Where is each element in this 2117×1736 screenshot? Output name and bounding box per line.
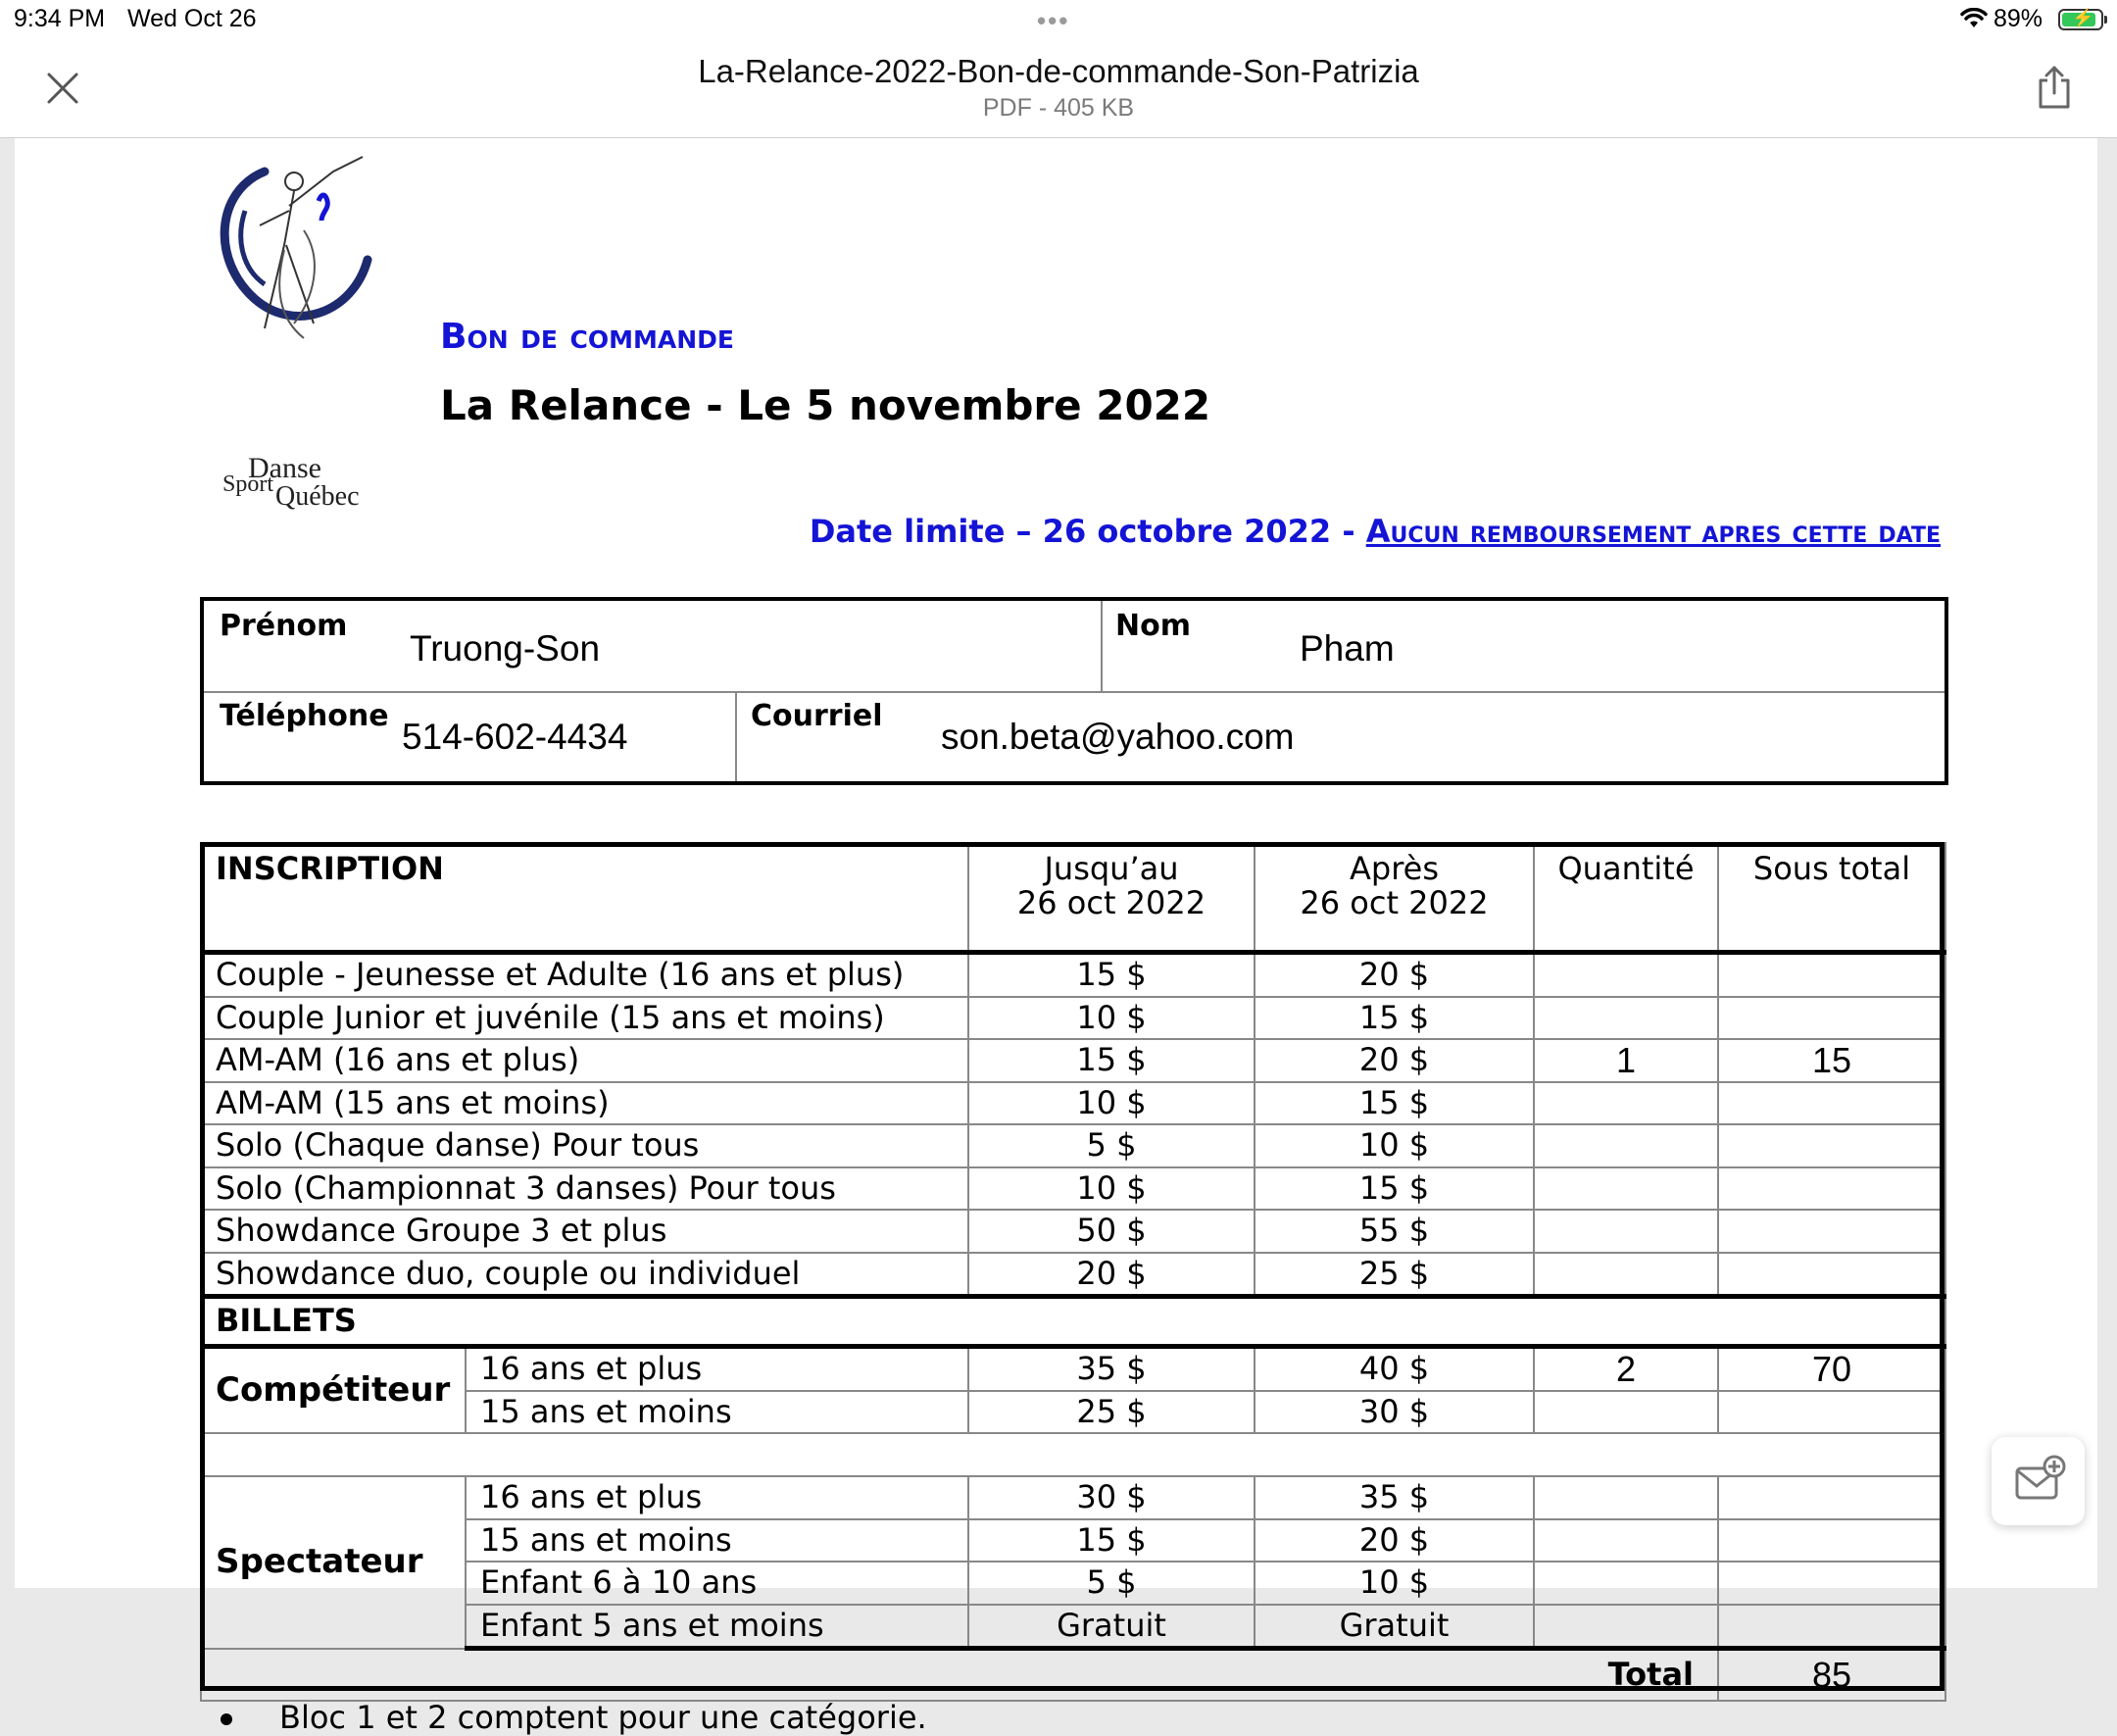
logo-text-quebec: Québec (275, 481, 360, 512)
late-price-header (1255, 843, 1534, 953)
quantity-cell[interactable] (1534, 953, 1718, 997)
quantity-cell[interactable] (1534, 997, 1718, 1040)
order-form-document (15, 138, 2097, 1736)
subtotal-cell[interactable] (1718, 1476, 1945, 1519)
early-price: 20 $ (968, 1253, 1255, 1297)
courriel-label: Courriel (751, 699, 883, 733)
competiteur-label: Compétiteur (201, 1347, 466, 1434)
early-price: 50 $ (968, 1210, 1255, 1253)
late-price: 20 $ (1255, 1519, 1534, 1562)
total-label: Total (201, 1649, 1718, 1702)
pdf-page[interactable] (15, 138, 2097, 1736)
row-label: Couple - Jeunesse et Adulte (16 ans et plus) (201, 953, 968, 997)
early-header-line2: 26 oct 2022 (1016, 884, 1206, 922)
document-subtitle: PDF - 405 KB (982, 94, 1135, 122)
late-price: 10 $ (1255, 1124, 1534, 1167)
table-row (201, 953, 1945, 997)
battery-percent: 89% (1994, 5, 2043, 32)
subtotal-cell[interactable] (1718, 1391, 1945, 1434)
row-label: 15 ans et moins (466, 1519, 968, 1562)
late-price: 15 $ (1255, 1167, 1534, 1211)
early-header-line1: Jusqu’au (1044, 850, 1179, 887)
early-price: 10 $ (968, 997, 1255, 1040)
subtotal-cell[interactable] (1718, 1210, 1945, 1253)
quantity-cell[interactable]: 1 (1534, 1039, 1718, 1082)
note-text: Bloc 1 et 2 comptent pour une catégorie. (279, 1699, 927, 1736)
row-label: Showdance Groupe 3 et plus (201, 1210, 968, 1253)
row-label: 15 ans et moins (466, 1391, 968, 1434)
late-price: 35 $ (1255, 1476, 1534, 1519)
row-label: AM-AM (16 ans et plus) (201, 1039, 968, 1082)
late-header-line1: Après (1349, 850, 1439, 887)
status-bar (0, 0, 2117, 39)
subtotal-cell[interactable] (1718, 1253, 1945, 1297)
subtotal-cell[interactable] (1718, 1082, 1945, 1125)
late-price: 40 $ (1255, 1347, 1534, 1391)
early-price: 15 $ (968, 1039, 1255, 1082)
table-row (201, 1253, 1945, 1297)
logo-text-danse: Danse (248, 452, 321, 484)
telephone-label: Téléphone (220, 699, 389, 733)
deadline-date: Date limite – 26 octobre 2022 - (809, 513, 1366, 550)
contact-info-box (200, 597, 1948, 785)
note-bullet (221, 1699, 927, 1736)
spacer-row (201, 1433, 1945, 1476)
table-row (201, 1210, 1945, 1253)
early-price: 5 $ (968, 1124, 1255, 1167)
table-row (201, 997, 1945, 1040)
telephone-field[interactable]: 514-602-4434 (402, 717, 628, 757)
early-price: Gratuit (968, 1605, 1255, 1649)
total-row (201, 1649, 1945, 1702)
subtotal-cell[interactable] (1718, 1605, 1945, 1649)
mail-plus-icon (1992, 1437, 2085, 1525)
late-header-line2: 26 oct 2022 (1300, 884, 1489, 922)
sous-total-header: Sous total (1718, 843, 1945, 953)
total-field[interactable]: 85 (1718, 1649, 1945, 1702)
danse-sport-quebec-logo (206, 152, 382, 387)
quantite-header: Quantité (1534, 843, 1718, 953)
quantity-cell[interactable] (1534, 1253, 1718, 1297)
inscription-header: INSCRIPTION (201, 843, 968, 953)
subtotal-cell[interactable] (1718, 953, 1945, 997)
nom-label: Nom (1115, 609, 1191, 643)
logo-text-sport: Sport (222, 471, 274, 497)
late-price: 30 $ (1255, 1391, 1534, 1434)
row-label: Showdance duo, couple ou individuel (201, 1253, 968, 1297)
add-comment-button[interactable] (1992, 1437, 2085, 1525)
subtotal-cell[interactable] (1718, 1167, 1945, 1211)
quantity-cell[interactable]: 2 (1534, 1347, 1718, 1391)
subtotal-cell[interactable] (1718, 1562, 1945, 1605)
prenom-field[interactable]: Truong-Son (410, 628, 601, 669)
order-table (200, 842, 1946, 1702)
subtotal-cell[interactable] (1718, 1519, 1945, 1562)
row-label: 16 ans et plus (466, 1347, 968, 1391)
refund-notice: Aucun remboursement apres cette date (1365, 513, 1941, 550)
status-time: 9:34 PM (14, 5, 106, 32)
late-price: 20 $ (1255, 953, 1534, 997)
share-icon[interactable] (2035, 65, 2074, 110)
table-row (201, 1039, 1945, 1082)
row-label: AM-AM (15 ans et moins) (201, 1082, 968, 1125)
quantity-cell[interactable] (1534, 1519, 1718, 1562)
subtotal-cell[interactable] (1718, 1124, 1945, 1167)
form-heading: Bon de commande (440, 317, 734, 357)
early-price: 30 $ (968, 1476, 1255, 1519)
event-title: La Relance - Le 5 novembre 2022 (440, 381, 1211, 429)
quantity-cell[interactable] (1534, 1605, 1718, 1649)
row-label: 16 ans et plus (466, 1476, 968, 1519)
row-label: Couple Junior et juvénile (15 ans et moins) (201, 997, 968, 1040)
table-row (201, 1124, 1945, 1167)
subtotal-cell[interactable] (1718, 997, 1945, 1040)
quantity-cell[interactable] (1534, 1210, 1718, 1253)
billets-section-row (201, 1297, 1945, 1347)
quantity-cell[interactable] (1534, 1082, 1718, 1125)
early-price: 10 $ (968, 1082, 1255, 1125)
subtotal-cell[interactable]: 70 (1718, 1347, 1945, 1391)
battery-icon (2058, 9, 2103, 30)
late-price: 15 $ (1255, 1082, 1534, 1125)
table-row (201, 1167, 1945, 1211)
subtotal-cell[interactable]: 15 (1718, 1039, 1945, 1082)
early-price: 35 $ (968, 1347, 1255, 1391)
late-price: Gratuit (1255, 1605, 1534, 1649)
deadline-line (810, 513, 1941, 550)
table-row (201, 1082, 1945, 1125)
early-price: 25 $ (968, 1391, 1255, 1434)
late-price: 15 $ (1255, 997, 1534, 1040)
prenom-label: Prénom (220, 609, 348, 643)
late-price: 20 $ (1255, 1039, 1534, 1082)
multitasking-dots-icon[interactable]: ••• (1037, 6, 1070, 35)
quantity-cell[interactable] (1534, 1562, 1718, 1605)
late-price: 25 $ (1255, 1253, 1534, 1297)
quantity-cell[interactable] (1534, 1167, 1718, 1211)
row-label: Solo (Chaque danse) Pour tous (201, 1124, 968, 1167)
early-price: 15 $ (968, 953, 1255, 997)
courriel-field[interactable]: son.beta@yahoo.com (941, 717, 1295, 757)
late-price: 10 $ (1255, 1562, 1534, 1605)
early-price: 5 $ (968, 1562, 1255, 1605)
early-price: 10 $ (968, 1167, 1255, 1211)
billets-header: BILLETS (201, 1297, 1945, 1347)
charging-bolt-icon: ⚡ (2072, 8, 2094, 27)
quantity-cell[interactable] (1534, 1391, 1718, 1434)
early-price: 15 $ (968, 1519, 1255, 1562)
quantity-cell[interactable] (1534, 1476, 1718, 1519)
spectateur-label: Spectateur (201, 1476, 466, 1649)
nom-field[interactable]: Pham (1300, 628, 1395, 669)
row-label: Enfant 6 à 10 ans (466, 1562, 968, 1605)
row-label: Solo (Championnat 3 danses) Pour tous (201, 1167, 968, 1211)
row-label: Enfant 5 ans et moins (466, 1605, 968, 1649)
document-nav-bar (0, 39, 2117, 138)
document-title: La-Relance-2022-Bon-de-commande-Son-Patrizia (698, 53, 1419, 89)
table-header-row (201, 843, 1945, 953)
quantity-cell[interactable] (1534, 1124, 1718, 1167)
wifi-icon (1960, 8, 1988, 29)
late-price: 55 $ (1255, 1210, 1534, 1253)
early-price-header (968, 843, 1255, 953)
status-date: Wed Oct 26 (127, 5, 257, 32)
table-row (201, 1476, 1945, 1519)
table-row (201, 1347, 1945, 1391)
